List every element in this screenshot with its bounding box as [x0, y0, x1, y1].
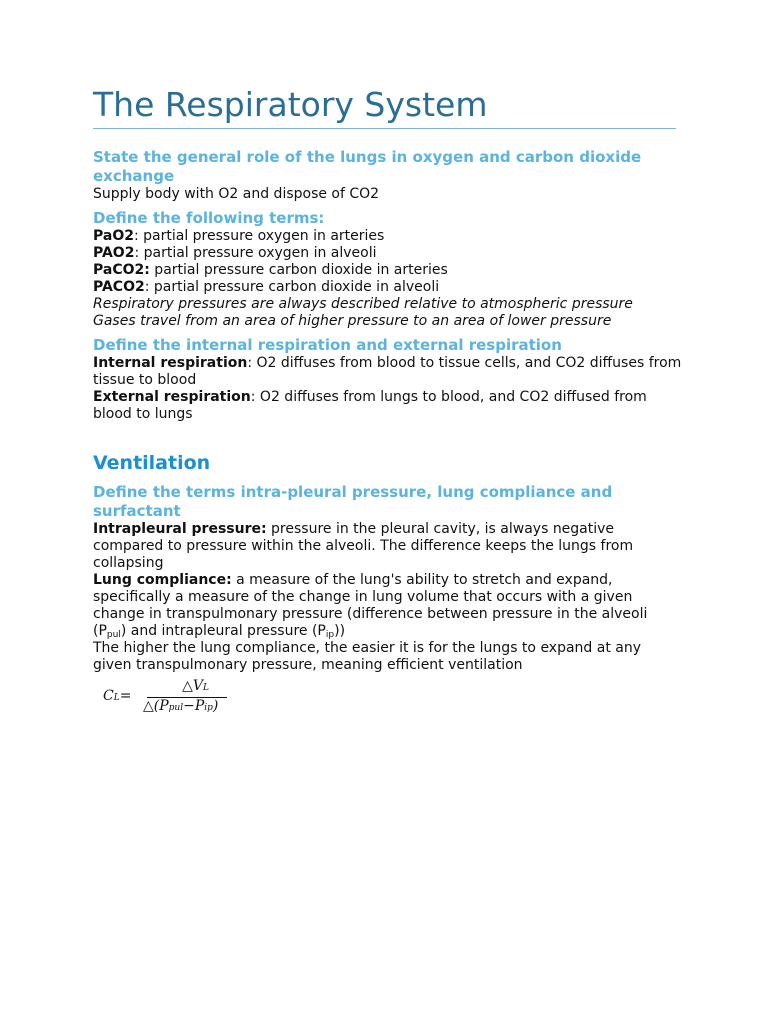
- note-gas-travel: Gases travel from an area of higher pressure to an area of lower pressure: [93, 313, 612, 329]
- document-body: [93, 148, 683, 722]
- section-heading-define-terms: Define the following terms:: [93, 209, 325, 227]
- term-pAco2: PACO2: partial pressure carbon dioxide in alveoli: [93, 279, 440, 295]
- lung-compliance-definition: Lung compliance: a measure of the lung's ability to stretch and expand, specifically a measure of the change in lung volume that occurs with a given change in transpulmonary pressure (difference between pressure in the alveoli $(P_{pul})$ and intrapleural pressure $(P_{ip})$): [93, 572, 648, 640]
- note-atmospheric: Respiratory pressures are always described relative to atmospheric pressure: [93, 296, 633, 312]
- formula-numerator: △VL: [182, 678, 209, 694]
- term-paco2: PaCO2: partial pressure carbon dioxide in arteries: [93, 262, 448, 278]
- term-pAo2: PAO2: partial pressure oxygen in alveoli: [93, 245, 377, 261]
- document-title: The Respiratory System: [93, 85, 488, 124]
- section-heading-pressure-compliance: Define the terms intra-pleural pressure, lung compliance and surfactant: [93, 483, 613, 520]
- compliance-formula: [103, 678, 683, 722]
- external-respiration-definition: External respiration: O2 diffuses from lungs to blood, and CO2 diffused from blood to lungs: [93, 389, 647, 422]
- section-heading-ventilation: Ventilation: [93, 452, 211, 474]
- title-divider: [93, 128, 676, 129]
- formula-lhs: CL=: [103, 688, 132, 704]
- internal-respiration-definition: Internal respiration: O2 diffuses from blood to tissue cells, and CO2 diffuses from tissue to blood: [93, 355, 682, 388]
- section-heading-general-role: State the general role of the lungs in oxygen and carbon dioxide exchange: [93, 148, 642, 185]
- compliance-explanation: The higher the lung compliance, the easier it is for the lungs to expand at any given transpulmonary pressure, meaning efficient ventilation: [93, 640, 642, 673]
- formula-denominator: △(Ppul−Pip): [143, 698, 219, 714]
- term-pao2: PaO2: partial pressure oxygen in arteries: [93, 228, 385, 244]
- general-role-text: Supply body with O2 and dispose of CO2: [93, 186, 380, 202]
- intrapleural-pressure-definition: Intrapleural pressure: pressure in the pleural cavity, is always negative compared to pressure within the alveoli. The difference keeps the lungs from collapsing: [93, 521, 634, 571]
- section-heading-respiration: Define the internal respiration and external respiration: [93, 336, 562, 354]
